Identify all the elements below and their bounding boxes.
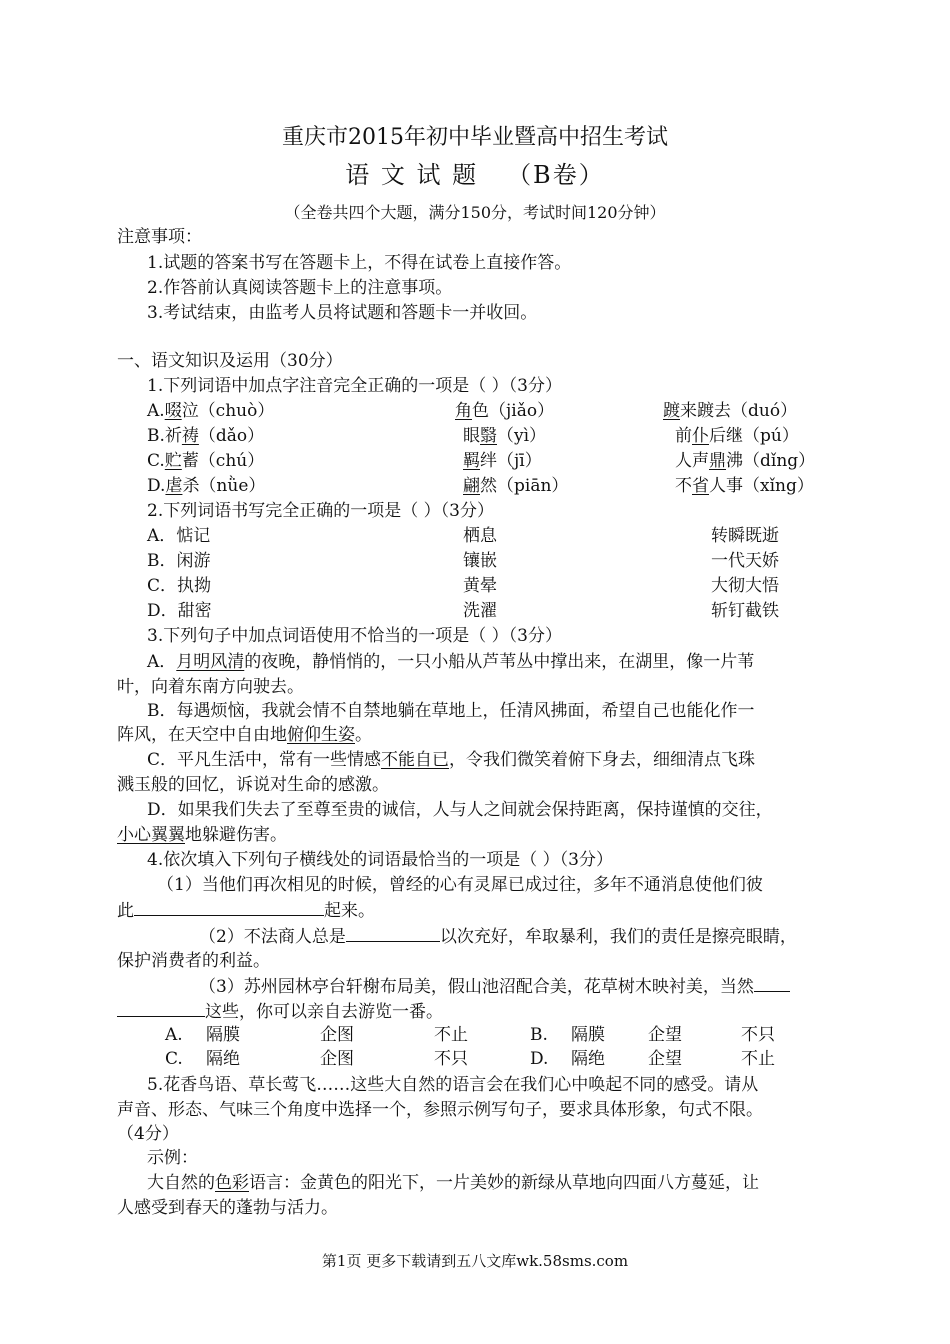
q4-option-word: 隔膜 <box>571 1025 605 1045</box>
q5-score: （4分） <box>117 1124 179 1144</box>
q5-example: 大自然的色彩语言：金黄色的阳光下，一片美妙的新绿从草地向四面八方蔓延，让 <box>147 1173 759 1193</box>
q3-stem: 3.下列句子中加点词语使用不恰当的一项是（ ）（3分） <box>147 626 562 646</box>
q4-option-word: 不止 <box>741 1049 775 1069</box>
q4-option-word: 企图 <box>320 1049 354 1069</box>
q1-option: C.贮蓄（chú） <box>147 451 265 471</box>
q4-stem: 4.依次填入下列句子横线处的词语最恰当的一项是（ ）（3分） <box>147 850 613 870</box>
q4-option-word: 企图 <box>320 1025 354 1045</box>
q2-option: A．惦记 <box>147 526 211 546</box>
q5-example-label: 示例： <box>147 1148 198 1168</box>
q3-option-b-cont: 阵风，在天空中自由地俯仰生姿。 <box>117 725 372 745</box>
q2-option: 黄晕 <box>463 576 497 596</box>
q4-option-word: 不只 <box>434 1049 468 1069</box>
q5-stem: 5.花香鸟语、草长莺飞……这些大自然的语言会在我们心中唤起不同的感受。请从 <box>147 1075 759 1095</box>
q2-option: 转瞬既逝 <box>711 526 779 546</box>
q1-option: B.祈祷（dǎo） <box>147 426 265 446</box>
q1-option: 不省人事（xǐng） <box>675 476 814 496</box>
q3-option-a: A．月明风清的夜晚，静悄悄的，一只小船从芦苇丛中撑出来，在湖里，像一片苇 <box>147 652 755 672</box>
note-item: 3.考试结束，由监考人员将试题和答题卡一并收回。 <box>147 303 538 323</box>
answer-blank <box>134 899 324 916</box>
q4-option-word: 隔绝 <box>206 1049 240 1069</box>
q2-option: 一代天娇 <box>711 551 779 571</box>
q1-option: 眼翳（yì） <box>463 426 547 446</box>
q1-option: 人声鼎沸（dǐng） <box>675 451 816 471</box>
q2-option: B．闲游 <box>147 551 211 571</box>
q1-option: 翩然（piān） <box>463 476 569 496</box>
q1-stem: 1.下列词语中加点字注音完全正确的一项是（ ）（3分） <box>147 376 562 396</box>
answer-blank <box>346 925 440 942</box>
paper-version: （B卷） <box>507 161 605 189</box>
q2-option: 镶嵌 <box>463 551 497 571</box>
q4-option-word: 不止 <box>434 1025 468 1045</box>
q3-option-a-cont: 叶，向着东南方向驶去。 <box>117 677 304 697</box>
q3-option-d-cont: 小心翼翼地躲避伤害。 <box>117 825 287 845</box>
notes-heading: 注意事项： <box>117 227 202 247</box>
exam-title: 重庆市2015年初中毕业暨高中招生考试 <box>282 125 668 150</box>
q5-stem-cont: 声音、形态、气味三个角度中选择一个，参照示例写句子，要求具体形象，句式不限。 <box>117 1100 763 1120</box>
q4-option-word: 不只 <box>741 1025 775 1045</box>
q2-option: 栖息 <box>463 526 497 546</box>
q2-stem: 2.下列词语书写完全正确的一项是（ ）（3分） <box>147 501 494 521</box>
q2-option: D．甜密 <box>147 601 212 621</box>
q1-option: 前仆后继（pú） <box>675 426 799 446</box>
q1-option: 踱来踱去（duó） <box>663 401 798 421</box>
q2-option: 斩钉截铁 <box>711 601 779 621</box>
q4-option-word: 隔膜 <box>206 1025 240 1045</box>
q4-option-word: 隔绝 <box>571 1049 605 1069</box>
answer-blank <box>754 975 790 992</box>
q4-option-label: D. <box>530 1049 549 1069</box>
exam-info: （全卷共四个大题，满分150分，考试时间120分钟） <box>284 203 666 222</box>
q4-option-word: 企望 <box>648 1049 682 1069</box>
q4-option-label: C. <box>165 1049 183 1069</box>
q2-option: 大彻大悟 <box>711 576 779 596</box>
q4-sentence-1: （1）当他们再次相见的时候，曾经的心有灵犀已成过往，多年不通消息使他们彼 <box>157 875 763 895</box>
section-title: 一、语文知识及运用（30分） <box>117 351 343 371</box>
note-item: 2.作答前认真阅读答题卡上的注意事项。 <box>147 278 453 298</box>
q3-option-c-cont: 溅玉般的回忆，诉说对生命的感激。 <box>117 775 389 795</box>
q5-example-cont: 人感受到春天的蓬勃与活力。 <box>117 1198 338 1218</box>
subject-name: 语 文 试 题 <box>345 161 479 189</box>
q1-option: D.虐杀（nǜe） <box>147 476 266 496</box>
note-item: 1.试题的答案书写在答题卡上，不得在试卷上直接作答。 <box>147 253 572 273</box>
q4-option-label: B. <box>530 1025 548 1045</box>
q4-sentence-2: （2）不法商人总是 以次充好，牟取暴利，我们的责任是擦亮眼睛， <box>199 927 797 947</box>
page-footer: 第1页 更多下载请到五八文库wk.58sms.com <box>321 1252 629 1270</box>
q3-option-d: D．如果我们失去了至尊至贵的诚信，人与人之间就会保持距离，保持谨慎的交往， <box>147 800 773 820</box>
q1-option: 角色（jiǎo） <box>455 401 555 421</box>
q1-option: 羁绊（jī） <box>463 451 542 471</box>
answer-blank <box>117 1000 205 1017</box>
q4-sentence-1-cont: 此 起来。 <box>117 901 375 921</box>
q2-option: 洗濯 <box>463 601 497 621</box>
q4-option-word: 企望 <box>648 1025 682 1045</box>
subject-title <box>0 160 950 190</box>
q4-sentence-3-cont: 这些，你可以亲自去游览一番。 <box>117 1000 443 1023</box>
q1-option: A.啜泣（chuò） <box>147 401 275 421</box>
q3-option-c: C．平凡生活中，常有一些情感不能自已，令我们微笑着俯下身去，细细清点飞珠 <box>147 750 756 770</box>
q4-option-label: A. <box>165 1025 183 1045</box>
q3-option-b: B．每遇烦恼，我就会情不自禁地躺在草地上，任清风拂面，希望自己也能化作一 <box>147 701 755 721</box>
q4-sentence-2-cont: 保护消费者的利益。 <box>117 951 270 971</box>
q4-sentence-3: （3）苏州园林亭台轩榭布局美，假山池沼配合美，花草树木映衬美，当然 <box>199 975 790 998</box>
q2-option: C．执拗 <box>147 576 212 596</box>
